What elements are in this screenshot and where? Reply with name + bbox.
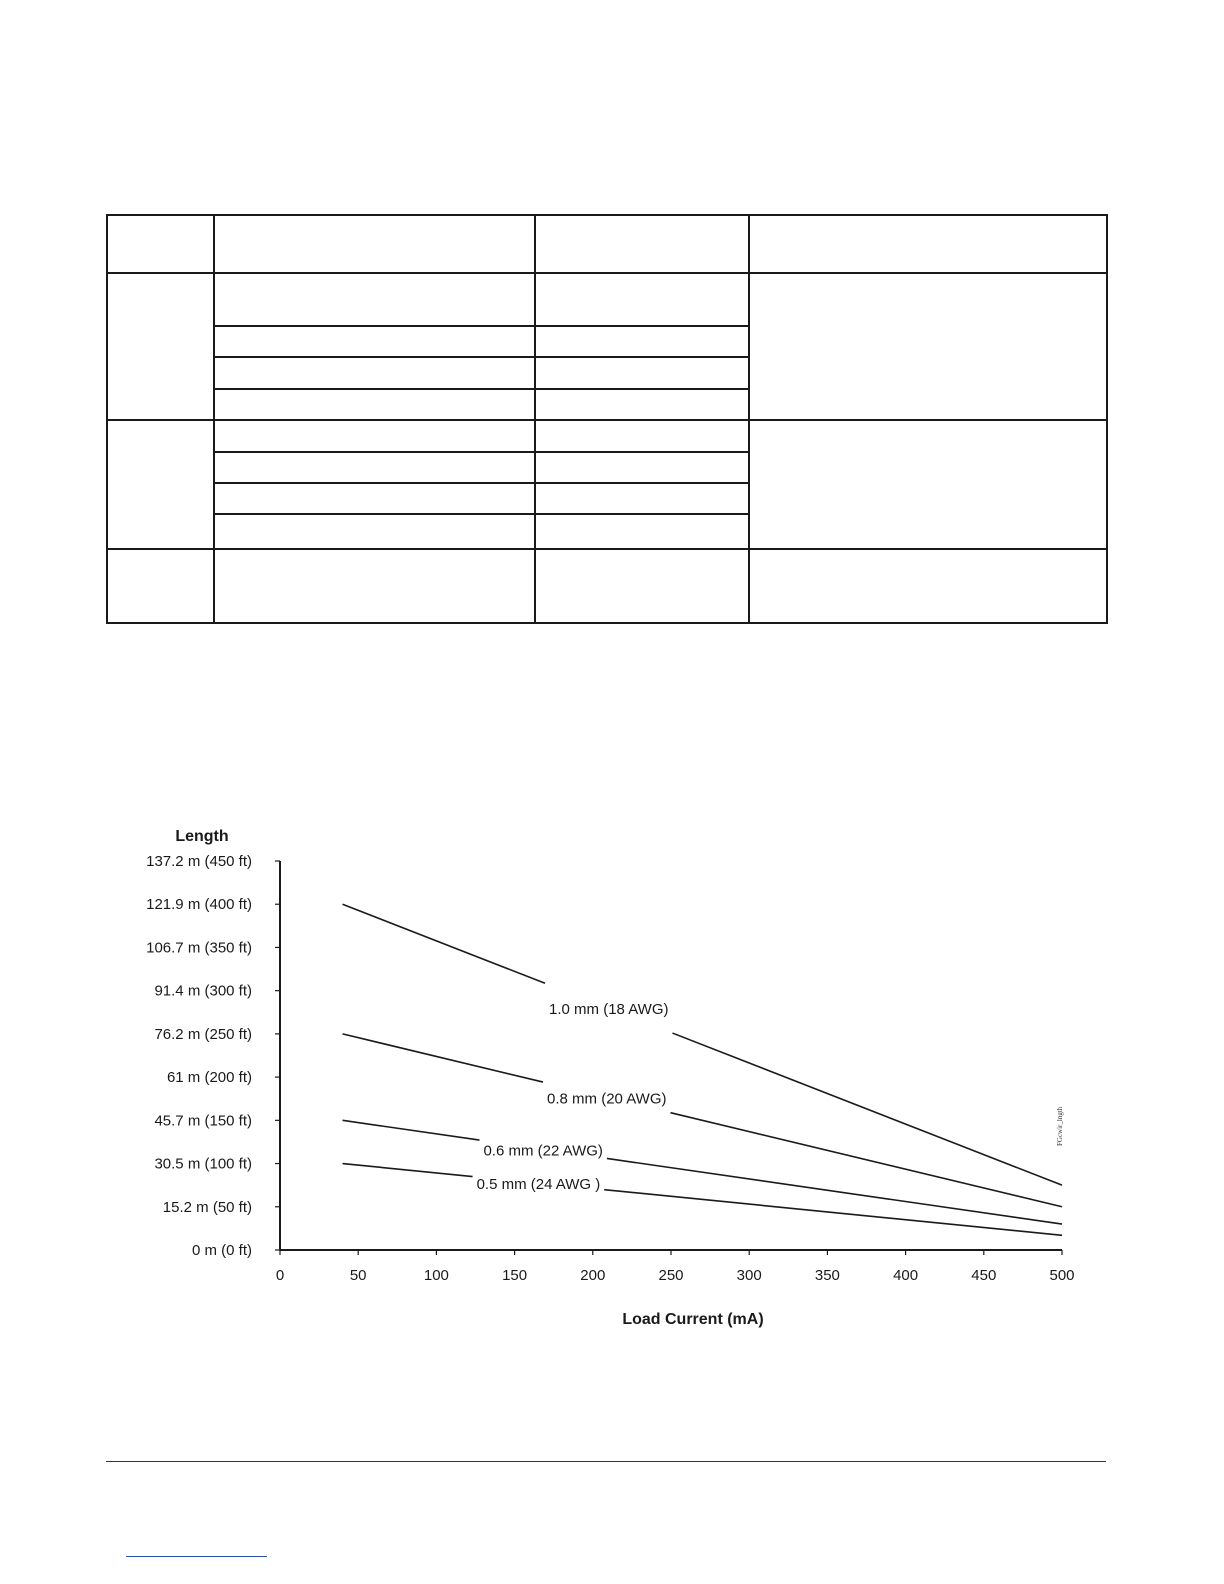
y-tick-label: 61 m (200 ft): [166, 1069, 252, 1087]
y-tick-label: 121.9 m (400 ft): [146, 896, 252, 914]
table-cell: [535, 389, 749, 420]
x-axis-title: Load Current (mA): [622, 1311, 764, 1328]
y-tick-label: 106.7 m (350 ft): [146, 939, 252, 957]
y-tick-label: 76.2 m (250 ft): [154, 1025, 252, 1043]
series-line: [672, 1033, 1062, 1185]
table-row: [107, 420, 1107, 452]
table-cell: [214, 273, 535, 326]
series-line: [343, 1120, 480, 1140]
table-cell: [107, 215, 214, 273]
series-line: [343, 904, 545, 983]
x-tick-label: 100: [423, 1267, 449, 1284]
table-header-row: [107, 215, 1107, 273]
series-line: [670, 1113, 1062, 1207]
table-cell: [749, 273, 1107, 420]
x-tick-label: 0: [275, 1267, 285, 1284]
x-tick-label: 400: [893, 1267, 919, 1284]
y-tick-label: 137.2 m (450 ft): [146, 853, 252, 870]
series-line: [343, 1164, 473, 1177]
table-cell: [749, 549, 1107, 623]
series-label: 0.8 mm (20 AWG): [547, 1090, 667, 1108]
series-line: [343, 1034, 543, 1082]
table-cell: [107, 273, 214, 420]
chart-svg: [130, 818, 1090, 1338]
y-tick-label: 45.7 m (150 ft): [154, 1112, 252, 1130]
table-cell: [535, 420, 749, 452]
x-tick-label: 200: [580, 1267, 606, 1284]
x-tick-label: 250: [658, 1267, 684, 1284]
y-tick-label: 15.2 m (50 ft): [162, 1198, 252, 1216]
x-tick-label: 50: [349, 1267, 367, 1284]
table-cell: [535, 549, 749, 623]
wire-length-chart: [130, 818, 1090, 1338]
table-cell: [107, 549, 214, 623]
series-label: 1.0 mm (18 AWG): [549, 1001, 669, 1019]
wire-spec-table: [106, 214, 1108, 624]
x-tick-label: 450: [971, 1267, 997, 1284]
table-cell: [535, 273, 749, 326]
table-cell: [214, 215, 535, 273]
table-cell: [535, 357, 749, 389]
table-cell: [749, 420, 1107, 549]
series-line: [604, 1190, 1062, 1236]
table-cell: [214, 420, 535, 452]
table-cell: [107, 420, 214, 549]
table-row: [107, 273, 1107, 326]
table-cell: [535, 326, 749, 357]
x-tick-label: 350: [814, 1267, 840, 1284]
table-cell: [535, 514, 749, 549]
series-line: [607, 1158, 1062, 1224]
table-cell: [214, 483, 535, 514]
y-tick-label: 0 m (0 ft): [191, 1242, 252, 1259]
series-label: 0.6 mm (22 AWG): [483, 1142, 603, 1160]
table-cell: [214, 326, 535, 357]
footer-rule: [106, 1461, 1106, 1462]
table-cell: [214, 549, 535, 623]
table-row: [107, 549, 1107, 623]
x-tick-label: 500: [1049, 1267, 1075, 1284]
y-tick-label: 30.5 m (100 ft): [154, 1155, 252, 1173]
table-cell: [535, 452, 749, 483]
table-cell: [535, 215, 749, 273]
y-axis-title: Length: [175, 828, 229, 845]
table-cell: [214, 452, 535, 483]
table-cell: [749, 215, 1107, 273]
table-cell: [214, 357, 535, 389]
x-tick-label: 150: [502, 1267, 528, 1284]
y-tick-label: 91.4 m (300 ft): [154, 982, 252, 1000]
table-cell: [214, 514, 535, 549]
x-tick-label: 300: [736, 1267, 762, 1284]
figure-tag: FGcwir_lngth: [1056, 1106, 1064, 1146]
series-label: 0.5 mm (24 AWG ): [476, 1176, 601, 1194]
table-cell: [535, 483, 749, 514]
table-cell: [214, 389, 535, 420]
footer-link-underline[interactable]: [126, 1556, 267, 1557]
